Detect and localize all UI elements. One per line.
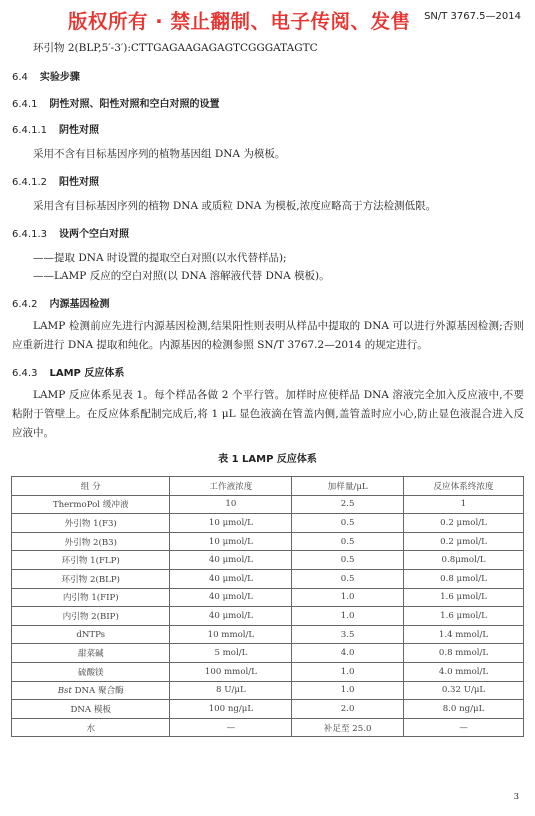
table-cell: 内引物 1(FIP) (12, 588, 170, 607)
table-cell: 8.0 ng/μL (404, 700, 524, 719)
table-row (12, 588, 524, 607)
table-cell: 10 mmol/L (170, 625, 292, 644)
heading-number: 6.4.3 (12, 368, 38, 379)
page-number: 3 (513, 792, 519, 802)
table-header-row (12, 477, 524, 496)
table-cell: DNA 模板 (12, 700, 170, 719)
table-cell: dNTPs (12, 625, 170, 644)
table-cell: 环引物 1(FLP) (12, 551, 170, 570)
heading-title: LAMP 反应体系 (49, 368, 125, 379)
table-cell: 补足至 25.0 (292, 718, 404, 737)
column-header: 组 分 (12, 477, 170, 496)
dash-item-extraction-blank: ——提取 DNA 时设置的提取空白对照(以水代替样品); (33, 252, 287, 264)
table-row (12, 625, 524, 644)
table-cell: 2.0 (292, 700, 404, 719)
column-header: 加样量/μL (292, 477, 404, 496)
heading-6-4-2 (12, 295, 109, 310)
table-cell: 40 μmol/L (170, 607, 292, 626)
column-header: 反应体系终浓度 (404, 477, 524, 496)
table-cell: 0.5 (292, 514, 404, 533)
table-cell: 1.4 mmol/L (404, 625, 524, 644)
table-cell: 3.5 (292, 625, 404, 644)
table-cell: Bst DNA 聚合酶 (12, 681, 170, 700)
lamp-reaction-table (11, 476, 524, 737)
heading-6-4-1 (12, 95, 219, 110)
paragraph-reaction-system: LAMP 反应体系见表 1。每个样品各做 2 个平行管。加样时应使样品 DNA 溶液完全加入反应液中,不要粘附于管壁上。在反应体系配制完成后,将 1 μL 显色液滴在管盖内侧,盖管盖时应小心,防止显色液混合进入反应液中。 (12, 389, 524, 439)
table-cell: 环引物 2(BLP) (12, 569, 170, 588)
table-row (12, 681, 524, 700)
table-cell: 1.0 (292, 681, 404, 700)
table-cell: 1.0 (292, 662, 404, 681)
heading-6-4 (12, 68, 80, 83)
table-cell: 40 μmol/L (170, 588, 292, 607)
heading-6-4-1-3 (12, 225, 129, 240)
table-cell: 100 mmol/L (170, 662, 292, 681)
heading-title: 阴性对照、阳性对照和空白对照的设置 (49, 99, 220, 110)
heading-title: 阳性对照 (59, 177, 99, 188)
table-cell: 40 μmol/L (170, 569, 292, 588)
table-cell: 4.0 mmol/L (404, 662, 524, 681)
table-cell: 0.2 μmol/L (404, 532, 524, 551)
table-cell: 外引物 1(F3) (12, 514, 170, 533)
table-cell: 10 μmol/L (170, 514, 292, 533)
table-caption: 表 1 LAMP 反应体系 (218, 454, 317, 465)
heading-number: 6.4 (12, 72, 28, 83)
table-row (12, 718, 524, 737)
dash-item-lamp-blank: ——LAMP 反应的空白对照(以 DNA 溶解液代替 DNA 模板)。 (33, 270, 330, 282)
table-cell: 甜菜碱 (12, 644, 170, 663)
table-row (12, 607, 524, 626)
table-cell: 0.5 (292, 532, 404, 551)
table-cell: 0.8μmol/L (404, 551, 524, 570)
table-cell: 0.5 (292, 569, 404, 588)
table-cell: 1.6 μmol/L (404, 588, 524, 607)
table-cell: ThermoPol 缓冲液 (12, 495, 170, 514)
table-cell: 4.0 (292, 644, 404, 663)
table-cell: 100 ng/μL (170, 700, 292, 719)
table-row (12, 662, 524, 681)
table-cell: 内引物 2(BIP) (12, 607, 170, 626)
heading-number: 6.4.1.2 (12, 177, 47, 188)
paragraph-endogenous-gene: LAMP 检测前应先进行内源基因检测,结果阳性则表明从样品中提取的 DNA 可以进行外源基因检测;否则应重新进行 DNA 提取和纯化。内源基因的检测参照 SN/T 3767.2—2014 的规定进行。 (12, 320, 524, 351)
heading-title: 内源基因检测 (49, 299, 110, 310)
table-cell: 0.8 μmol/L (404, 569, 524, 588)
paragraph-negative-control: 采用不含有目标基因序列的植物基因组 DNA 为模板。 (33, 148, 286, 160)
heading-6-4-1-2 (12, 173, 99, 188)
table-cell: 0.8 mmol/L (404, 644, 524, 663)
table-row (12, 514, 524, 533)
table-cell: 40 μmol/L (170, 551, 292, 570)
table-cell: — (170, 718, 292, 737)
table-row (12, 569, 524, 588)
table-cell: 硫酸镁 (12, 662, 170, 681)
heading-number: 6.4.2 (12, 299, 38, 310)
table-row (12, 551, 524, 570)
table-row (12, 700, 524, 719)
heading-number: 6.4.1 (12, 99, 38, 110)
table-cell: 0.32 U/μL (404, 681, 524, 700)
heading-6-4-3 (12, 364, 124, 379)
watermark-text: 版权所有 · 禁止翻制、电子传阅、发售 (68, 10, 411, 33)
table-cell: 2.5 (292, 495, 404, 514)
heading-6-4-1-1 (12, 121, 99, 136)
table-cell: 5 mol/L (170, 644, 292, 663)
table-cell: 1.0 (292, 588, 404, 607)
primer-blp-line: 环引物 2(BLP,5′-3′):CTTGAGAAGAGAGTCGGGATAGTC (33, 42, 318, 54)
heading-title: 实验步骤 (39, 72, 80, 83)
table-cell: 1.6 μmol/L (404, 607, 524, 626)
table-cell: 1 (404, 495, 524, 514)
table-cell: 水 (12, 718, 170, 737)
standard-number: SN/T 3767.5—2014 (424, 11, 521, 22)
table-cell: 0.2 μmol/L (404, 514, 524, 533)
table-cell: — (404, 718, 524, 737)
table-cell: 0.5 (292, 551, 404, 570)
table-cell: 1.0 (292, 607, 404, 626)
table-cell: 10 μmol/L (170, 532, 292, 551)
table-row (12, 532, 524, 551)
table-row (12, 495, 524, 514)
table-row (12, 644, 524, 663)
heading-number: 6.4.1.1 (12, 125, 47, 136)
table-cell: 10 (170, 495, 292, 514)
paragraph-positive-control: 采用含有目标基因序列的植物 DNA 或质粒 DNA 为模板,浓度应略高于方法检测低限。 (33, 200, 437, 212)
heading-number: 6.4.1.3 (12, 229, 47, 240)
heading-title: 阴性对照 (59, 125, 99, 136)
table-cell: 外引物 2(B3) (12, 532, 170, 551)
table-cell: 8 U/μL (170, 681, 292, 700)
heading-title: 设两个空白对照 (59, 229, 129, 240)
column-header: 工作液浓度 (170, 477, 292, 496)
